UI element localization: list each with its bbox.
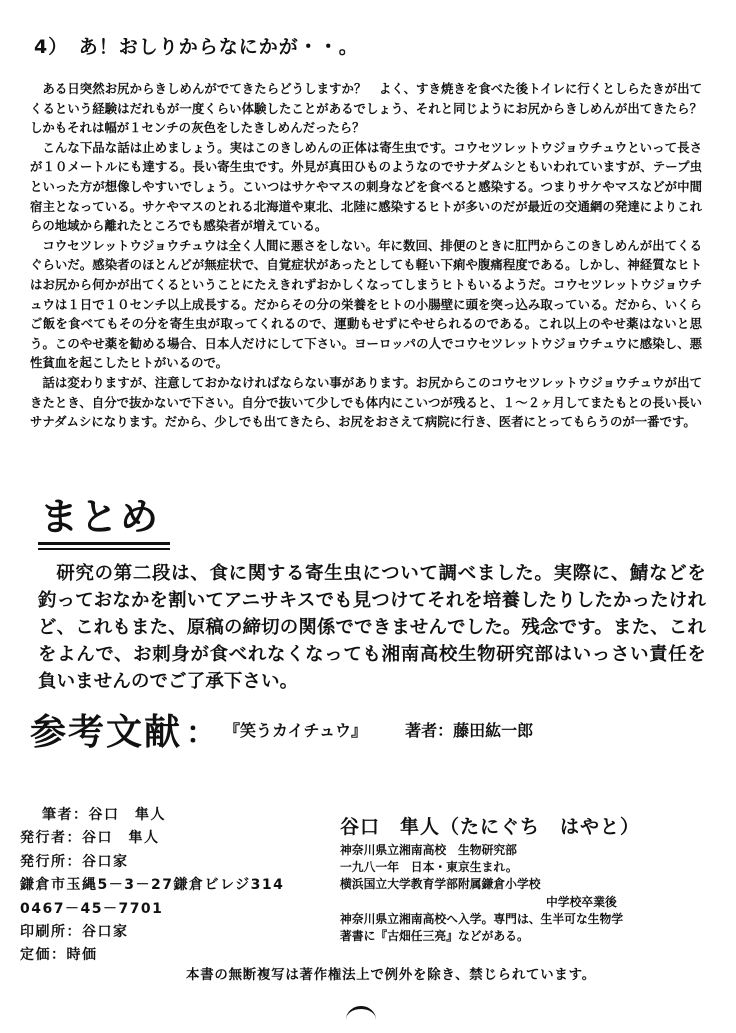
- reference-author-label: 著者：: [405, 721, 454, 740]
- section-title: 4） あ！おしりからなにかが・・。: [34, 36, 359, 58]
- page-number-mark: [346, 1006, 376, 1033]
- heading-underline: [38, 548, 170, 550]
- profile-line: 横浜国立大学教育学部附属鎌倉小学校: [340, 877, 541, 892]
- author-profile: [340, 814, 700, 945]
- paragraph: こんな下品な話は止めましょう。実はこのきしめんの正体は寄生虫です。コウセツレットウジョウチュウといって長さが１０メートルにも達する。長い寄生虫です。外見が真田ひものようなのでサナダムシともいわれていますが、テープ虫といった方が想像しやすいでしょう。こいつはサケやマスの刺身などを食べると感染する。つまりサケやマスなどが中間宿主となっている。サケやマスのとれる北海道や東北、北陸に感染するヒトが多いのだが最近の交通網の発達によりこれらの地域から離れたところでも感染者が増えている。: [30, 139, 702, 234]
- reference-author: 藤田紘一郎: [453, 721, 534, 740]
- summary-text: 研究の第二段は、食に関する寄生虫について調べました。実際に、鯖などを釣っておなかを割いてアニサキスでも見つけてそれを培養したりしたかったけれど、これもまた、原稿の締切の関係でできませんでした。残念です。また、これをよんで、お刺身が食べれなくなっても湘南高校生物研究部はいっさい責任を負いませんのでご了承下さい。: [38, 563, 706, 692]
- profile-line: 神奈川県立湘南高校へ入学。専門は、生半可な生物学: [340, 911, 624, 926]
- references-heading: 参考文献: [30, 711, 183, 753]
- reference-book-title: 『笑うカイチュウ』: [224, 721, 368, 740]
- colophon-author: 筆者：谷口 隼人: [42, 807, 166, 823]
- profile-line: 著書に『古畑任三亮』などがある。: [340, 929, 529, 944]
- paragraph: ある日突然お尻からきしめんがでてきたらどうしますか？ よく、すき焼きを食べた後トイレに行くとしらたきが出てくるという経験はだれもが一度くらい体験したことがあるでしょう、それと同じようにお尻からきしめんが出てきたら？しかもそれは幅が１センチの灰色をしたきしめんだったら？: [30, 81, 702, 136]
- paragraph: 話は変わりますが、注意しておかなければならない事があります。お尻からこのコウセツレットウジョウチュウが出てきたとき、自分で抜かないで下さい。自分で抜いて少しでも体内にこいつが残ると、１～２ヶ月してまたもとの長い長いサナダムシになります。だから、少しでも出てきたら、お尻をおさえて病院に行き、医者にとってもらうのが一番です。: [30, 374, 702, 430]
- paragraph: コウセツレットウジョウチュウは全く人間に悪さをしない。年に数回、排便のときに肛門からこのきしめんが出てくるぐらいだ。感染者のほとんどが無症状で、自覚症状があったとしても軽い下痢や腹痛程度である。しかし、神経質なヒトはお尻から何かが出てくるということにたえきれずおかしくなってしまうヒトもいるようだ。コウセツレットウジョウチュウは１日で１０センチ以上成長する。だからその分の栄養をヒトの小腸壁に頭を突っ込み取っている。だから、いくらご飯を食べてもその分を寄生虫が取ってくれるので、運動もせずにやせられるのである。これ以上のやせ薬はないと思う。このやせ薬を勧める場合、日本人だけにして下さい。ヨーロッパの人でコウセツレットウジョウチュウに感染し、悪性貧血を起こしたヒトがいるので。: [30, 237, 702, 371]
- colophon: [20, 804, 284, 968]
- colophon-office: 発行所：谷口家: [20, 853, 129, 870]
- colophon-address: 鎌倉市玉縄5－3－27鎌倉ビレジ314: [20, 877, 285, 894]
- profile-line: 神奈川県立湘南高校 生物研究部: [340, 843, 517, 857]
- profile-line: 中学校卒業後: [546, 894, 617, 909]
- profile-details: [340, 842, 700, 945]
- references: [30, 704, 533, 756]
- copyright-notice: 本書の無断複写は著作権法上で例外を除き、禁じられています。: [186, 968, 596, 983]
- article-body: [30, 79, 702, 432]
- profile-name: 谷口 隼人（たにぐち はやと）: [340, 816, 641, 838]
- summary-heading-block: [40, 494, 160, 540]
- summary-heading: まとめ: [40, 494, 161, 539]
- colophon-phone: 0467－45－7701: [20, 900, 164, 917]
- colophon-printer: 印刷所：谷口家: [20, 924, 129, 941]
- references-colon: ：: [186, 715, 217, 751]
- profile-line: 一九八一年 日本・東京生まれ。: [340, 860, 518, 875]
- colophon-price: 定価：時価: [20, 947, 98, 964]
- summary-text-block: [38, 560, 706, 695]
- heading-underline: [38, 542, 170, 545]
- colophon-publisher: 発行者：谷口 隼人: [20, 830, 160, 847]
